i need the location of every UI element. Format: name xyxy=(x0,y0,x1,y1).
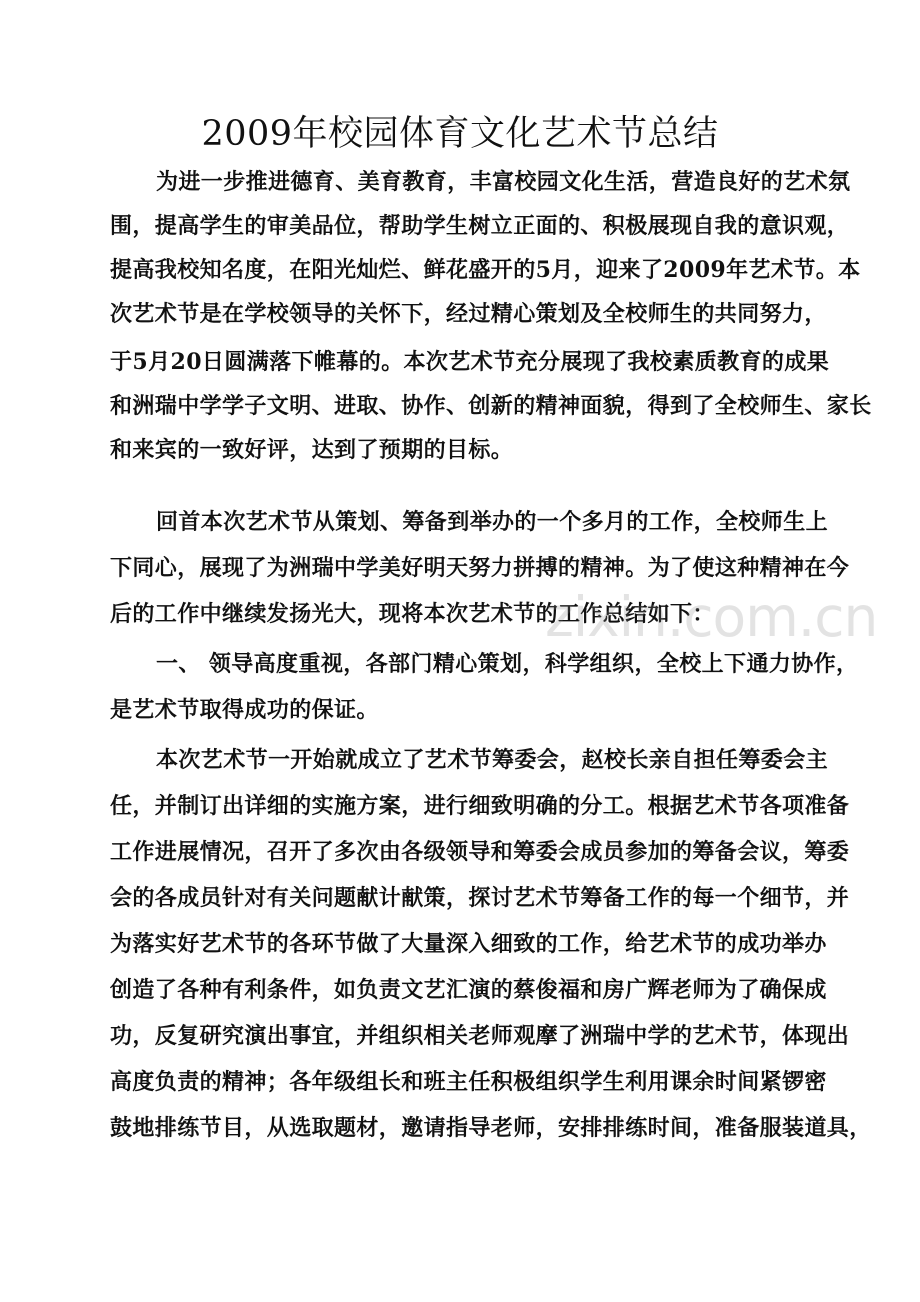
text-line: 围，提高学生的审美品位，帮助学生树立正面的、积极展现自我的意识观， xyxy=(110,213,850,239)
text-line: 为进一步推进德育、美育教育，丰富校园文化生活，营造良好的艺术氛 xyxy=(156,169,851,195)
text-line: 是艺术节取得成功的保证。 xyxy=(110,697,379,723)
text-line: 一、 领导高度重视，各部门精心策划，科学组织，全校上下通力协作， xyxy=(156,651,859,677)
text-line: 和洲瑞中学学子文明、进取、协作、创新的精神面貌，得到了全校师生、家长 xyxy=(110,393,872,419)
watermark: zixin.com.cn xyxy=(545,585,878,649)
text-line: 本次艺术节一开始就成立了艺术节筹委会，赵校长亲自担任筹委会主 xyxy=(156,747,829,773)
text-line: 高度负责的精神；各年级组长和班主任积极组织学生利用课余时间紧锣密 xyxy=(110,1069,827,1095)
document-title: 2009年校园体育文化艺术节总结 xyxy=(201,114,719,154)
text-line: 回首本次艺术节从策划、筹备到举办的一个多月的工作，全校师生上 xyxy=(156,509,829,535)
text-line: 工作进展情况，召开了多次由各级领导和筹委会成员参加的筹备会议，筹委 xyxy=(110,839,850,865)
text-line: 创造了各种有利条件，如负责文艺汇演的蔡俊福和房广辉老师为了确保成 xyxy=(110,977,827,1003)
text-line: 后的工作中继续发扬光大，现将本次艺术节的工作总结如下： xyxy=(110,601,715,627)
text-line: 鼓地排练节目，从选取题材，邀请指导老师，安排排练时间，准备服装道具， xyxy=(110,1115,872,1141)
text-line: 提高我校知名度，在阳光灿烂、鲜花盛开的5月，迎来了2009年艺术节。本 xyxy=(110,257,861,283)
text-line: 为落实好艺术节的各环节做了大量深入细致的工作，给艺术节的成功举办 xyxy=(110,931,827,957)
text-line: 会的各成员针对有关问题献计献策，探讨艺术节筹备工作的每一个细节，并 xyxy=(110,885,850,911)
text-line: 下同心，展现了为洲瑞中学美好明天努力拼搏的精神。为了使这种精神在今 xyxy=(110,555,850,581)
text-line: 于5月20日圆满落下帷幕的。本次艺术节充分展现了我校素质教育的成果 xyxy=(110,349,830,375)
text-line: 和来宾的一致好评，达到了预期的目标。 xyxy=(110,437,514,463)
text-line: 功，反复研究演出事宜，并组织相关老师观摩了洲瑞中学的艺术节，体现出 xyxy=(110,1023,850,1049)
text-line: 次艺术节是在学校领导的关怀下，经过精心策划及全校师生的共同努力， xyxy=(110,301,827,327)
text-line: 任，并制订出详细的实施方案，进行细致明确的分工。根据艺术节各项准备 xyxy=(110,793,850,819)
